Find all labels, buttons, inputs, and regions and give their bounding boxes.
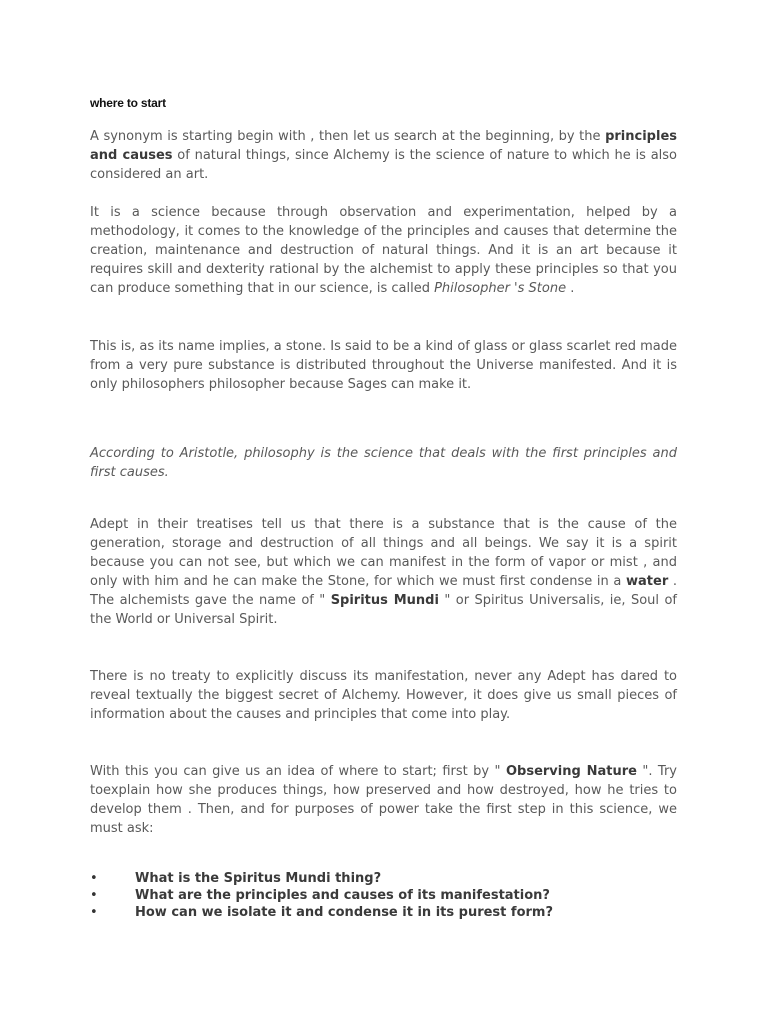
- paragraph-synonym: A synonym is starting begin with , then let us search at the beginning, by the principles and causes of natural things, since Alchemy is the science of nature to which he is also considered an art.: [90, 129, 678, 182]
- emphasis-observing-nature: Observing Nature: [505, 764, 637, 779]
- paragraph-science-art: It is a science because through observation and experimentation, helped by a methodology, it comes to the knowledge of the principles and causes that determine the creation, maintenance and destruction of natural things. And it is an art because it requires skill and dexterity rational by the alchemist to apply these principles so that you can produce something that in our science, is called Philosopher 's Stone .: [90, 205, 677, 296]
- bullet-icon: •: [90, 888, 98, 903]
- list-item: • What are the principles and causes of its manifestation?: [90, 888, 550, 903]
- paragraph-treaty: There is no treaty to explicitly discuss its manifestation, never any Adept has dared to reveal textually the biggest secret of Alchemy. However, it does give us small pieces of information about the causes and principles that come into play.: [90, 669, 677, 722]
- question-list: [90, 870, 677, 921]
- list-item: • How can we isolate it and condense it in its purest form?: [90, 905, 553, 920]
- bullet-icon: •: [90, 905, 98, 920]
- emphasis-principles-causes: principles and causes: [90, 129, 677, 163]
- page-title: where to start: [90, 96, 166, 110]
- paragraph-stone: This is, as its name implies, a stone. Is said to be a kind of glass or glass scarlet red made from a very pure substance is distributed throughout the Universe manifested. And it is only philosophers philosopher because Sages can make it.: [90, 339, 677, 392]
- emphasis-philosophers-stone: Philosopher 's Stone: [434, 281, 567, 296]
- list-item: • What is the Spiritus Mundi thing?: [90, 871, 382, 886]
- paragraph-adept: Adept in their treatises tell us that there is a substance that is the cause of the generation, storage and destruction of all things and all beings. We say it is a spirit because you can not see, but which we can manifest in the form of vapor or mist , and only with him and he can make the Stone, for which we must first condense in a water . The alchemists gave the name of " Spiritus Mundi " or Spiritus Universalis, ie, Soul of the World or Universal Spirit.: [90, 517, 678, 627]
- emphasis-water: water: [626, 574, 669, 589]
- paragraph-aristotle: According to Aristotle, philosophy is the science that deals with the first principles and first causes.: [90, 446, 677, 480]
- emphasis-spiritus-mundi: Spiritus Mundi: [330, 593, 439, 608]
- bullet-icon: •: [90, 871, 98, 886]
- paragraph-where-to-start: With this you can give us an idea of where to start; first by " Observing Nature ". Try toexplain how she produces things, how preserved and how destroyed, how he tries to develop them . Then, and for purposes of power take the first step in this science, we must ask:: [90, 764, 677, 836]
